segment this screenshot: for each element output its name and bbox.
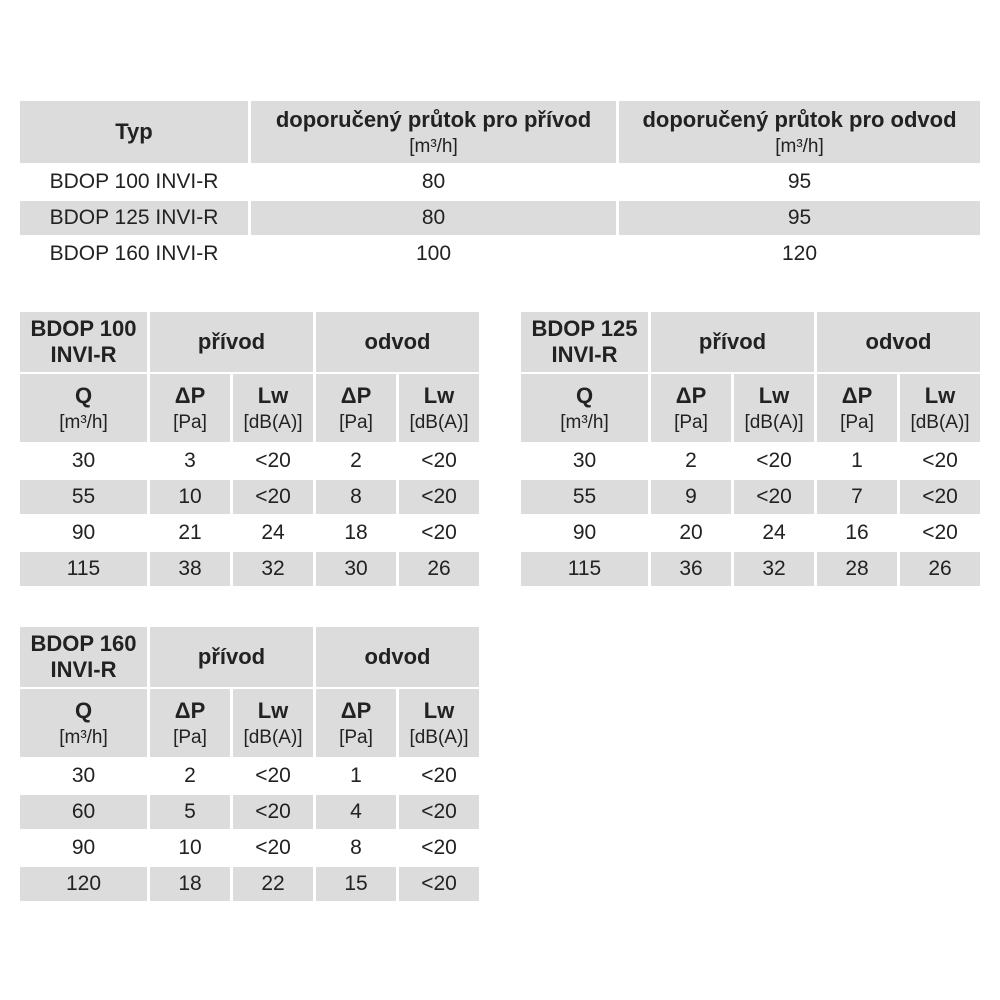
dp-supply-cell: 36 xyxy=(651,552,731,586)
dp-exhaust-cell: 28 xyxy=(817,552,897,586)
lw-supply-cell: <20 xyxy=(255,764,291,787)
table-title-line1: BDOP 100 xyxy=(30,316,137,341)
q-label: Q xyxy=(575,382,594,408)
dp-exhaust-cell: 16 xyxy=(845,521,869,544)
table-row xyxy=(20,201,980,235)
dp-label: ΔP xyxy=(340,697,372,723)
lw-supply-header xyxy=(734,374,814,442)
q-header xyxy=(20,374,147,442)
bdop-160-table xyxy=(17,625,482,903)
dp-label: ΔP xyxy=(841,382,873,408)
supply-group-header: přívod xyxy=(150,312,313,372)
dp-supply-header xyxy=(150,374,230,442)
dp-supply-cell: 10 xyxy=(150,480,230,514)
bdop-125-table xyxy=(518,310,983,588)
dp-unit: [Pa] xyxy=(674,411,708,433)
q-cell: 60 xyxy=(20,795,147,829)
table-row xyxy=(20,516,479,550)
table-header-row xyxy=(20,312,479,372)
q-cell: 120 xyxy=(20,867,147,901)
lw-exhaust-cell: 26 xyxy=(900,552,980,586)
summary-type-cell: BDOP 160 INVI-R xyxy=(49,242,219,265)
table-row xyxy=(521,444,980,478)
q-header xyxy=(20,689,147,757)
q-label: Q xyxy=(74,697,93,723)
dp-supply-cell: 2 xyxy=(685,449,697,472)
q-cell: 90 xyxy=(71,521,96,544)
dp-unit: [Pa] xyxy=(339,726,373,748)
q-label: Q xyxy=(74,382,93,408)
recommended-flow-table xyxy=(17,99,983,273)
summary-col-exhaust-unit: [m³/h] xyxy=(775,135,824,157)
dp-exhaust-header xyxy=(316,689,396,757)
lw-unit: [dB(A)] xyxy=(409,411,469,433)
lw-unit: [dB(A)] xyxy=(243,411,303,433)
q-unit: [m³/h] xyxy=(560,411,609,433)
table-row xyxy=(20,795,479,829)
table-row xyxy=(521,552,980,586)
summary-col-type-label: Typ xyxy=(115,119,153,144)
summary-type-cell: BDOP 100 INVI-R xyxy=(49,170,219,193)
dp-exhaust-cell: 30 xyxy=(316,552,396,586)
q-cell: 55 xyxy=(20,480,147,514)
dp-supply-cell: 18 xyxy=(150,867,230,901)
dp-supply-cell: 10 xyxy=(178,836,202,859)
lw-label: Lw xyxy=(423,382,455,408)
lw-exhaust-cell: <20 xyxy=(922,521,958,544)
lw-exhaust-cell: <20 xyxy=(399,480,479,514)
exhaust-group-header: odvod xyxy=(817,312,980,372)
table-header-row xyxy=(521,312,980,372)
exhaust-group-header: odvod xyxy=(316,627,479,687)
dp-exhaust-cell: 4 xyxy=(316,795,396,829)
dp-supply-cell: 5 xyxy=(150,795,230,829)
summary-col-supply-label: doporučený průtok pro přívod xyxy=(275,106,592,132)
table-row xyxy=(20,552,479,586)
table-title-line2: INVI-R xyxy=(50,657,117,682)
lw-unit: [dB(A)] xyxy=(243,726,303,748)
summary-supply-cell: 80 xyxy=(421,170,446,193)
dp-unit: [Pa] xyxy=(339,411,373,433)
summary-type-cell: BDOP 125 INVI-R xyxy=(20,201,248,235)
dp-exhaust-cell: 18 xyxy=(344,521,368,544)
table-row xyxy=(521,480,980,514)
lw-exhaust-cell: <20 xyxy=(399,795,479,829)
dp-exhaust-cell: 8 xyxy=(316,480,396,514)
dp-exhaust-cell: 8 xyxy=(350,836,362,859)
lw-exhaust-cell: <20 xyxy=(399,867,479,901)
summary-col-type xyxy=(20,101,248,163)
lw-supply-cell: <20 xyxy=(734,480,814,514)
summary-exhaust-cell: 120 xyxy=(781,242,818,265)
bdop-100-table xyxy=(17,310,482,588)
lw-supply-cell: <20 xyxy=(255,836,291,859)
table-title xyxy=(20,627,147,687)
lw-label: Lw xyxy=(257,697,289,723)
table-row xyxy=(20,831,479,865)
dp-supply-cell: 3 xyxy=(184,449,196,472)
table-title-line1: BDOP 125 xyxy=(531,316,638,341)
lw-exhaust-header xyxy=(399,689,479,757)
dp-exhaust-cell: 1 xyxy=(350,764,362,787)
dp-supply-cell: 21 xyxy=(178,521,202,544)
summary-col-supply-unit: [m³/h] xyxy=(409,135,458,157)
lw-unit: [dB(A)] xyxy=(409,726,469,748)
table-row xyxy=(20,444,479,478)
q-cell: 55 xyxy=(521,480,648,514)
supply-group-header: přívod xyxy=(651,312,814,372)
dp-label: ΔP xyxy=(174,382,206,408)
q-cell: 115 xyxy=(521,552,648,586)
summary-supply-cell: 80 xyxy=(251,201,616,235)
table-title-line2: INVI-R xyxy=(50,342,117,367)
summary-supply-cell: 100 xyxy=(415,242,452,265)
table-title xyxy=(521,312,648,372)
lw-exhaust-cell: <20 xyxy=(922,449,958,472)
dp-exhaust-cell: 2 xyxy=(350,449,362,472)
dp-exhaust-cell: 15 xyxy=(316,867,396,901)
exhaust-group-header: odvod xyxy=(316,312,479,372)
lw-exhaust-cell: <20 xyxy=(421,449,457,472)
q-cell: 90 xyxy=(71,836,96,859)
q-cell: 90 xyxy=(572,521,597,544)
lw-exhaust-cell: <20 xyxy=(421,521,457,544)
q-header xyxy=(521,374,648,442)
lw-supply-cell: <20 xyxy=(756,449,792,472)
q-unit: [m³/h] xyxy=(59,726,108,748)
lw-supply-header xyxy=(233,689,313,757)
table-title-line1: BDOP 160 xyxy=(30,631,137,656)
lw-exhaust-header xyxy=(399,374,479,442)
dp-supply-cell: 38 xyxy=(150,552,230,586)
lw-label: Lw xyxy=(423,697,455,723)
lw-exhaust-header xyxy=(900,374,980,442)
table-subheader-row xyxy=(20,374,479,442)
summary-col-exhaust-label: doporučený průtok pro odvod xyxy=(642,106,957,132)
lw-supply-cell: 32 xyxy=(233,552,313,586)
table-row xyxy=(20,867,479,901)
dp-unit: [Pa] xyxy=(173,411,207,433)
lw-label: Lw xyxy=(758,382,790,408)
summary-col-supply xyxy=(251,101,616,163)
dp-unit: [Pa] xyxy=(173,726,207,748)
table-row xyxy=(20,165,980,199)
dp-supply-cell: 20 xyxy=(679,521,703,544)
summary-exhaust-cell: 95 xyxy=(787,170,812,193)
lw-label: Lw xyxy=(924,382,956,408)
supply-group-header: přívod xyxy=(150,627,313,687)
lw-supply-header xyxy=(233,374,313,442)
q-cell: 115 xyxy=(20,552,147,586)
summary-exhaust-cell: 95 xyxy=(619,201,980,235)
table-row xyxy=(20,237,980,271)
table-subheader-row xyxy=(20,689,479,757)
lw-exhaust-cell: <20 xyxy=(421,764,457,787)
dp-supply-header xyxy=(651,374,731,442)
lw-supply-cell: 24 xyxy=(762,521,786,544)
lw-label: Lw xyxy=(257,382,289,408)
lw-unit: [dB(A)] xyxy=(910,411,970,433)
lw-supply-cell: <20 xyxy=(233,480,313,514)
dp-unit: [Pa] xyxy=(840,411,874,433)
dp-label: ΔP xyxy=(340,382,372,408)
table-row xyxy=(521,516,980,550)
table-title-line2: INVI-R xyxy=(551,342,618,367)
table-row xyxy=(20,759,479,793)
table-subheader-row xyxy=(521,374,980,442)
lw-exhaust-cell: <20 xyxy=(900,480,980,514)
dp-label: ΔP xyxy=(174,697,206,723)
summary-header-row xyxy=(20,101,980,163)
lw-supply-cell: 22 xyxy=(233,867,313,901)
lw-supply-cell: <20 xyxy=(233,795,313,829)
dp-exhaust-cell: 7 xyxy=(817,480,897,514)
dp-supply-header xyxy=(150,689,230,757)
table-title xyxy=(20,312,147,372)
dp-exhaust-cell: 1 xyxy=(851,449,863,472)
q-unit: [m³/h] xyxy=(59,411,108,433)
summary-col-exhaust xyxy=(619,101,980,163)
dp-supply-cell: 9 xyxy=(651,480,731,514)
lw-supply-cell: <20 xyxy=(255,449,291,472)
dp-label: ΔP xyxy=(675,382,707,408)
table-row xyxy=(20,480,479,514)
lw-exhaust-cell: <20 xyxy=(421,836,457,859)
q-cell: 30 xyxy=(71,764,96,787)
lw-supply-cell: 32 xyxy=(734,552,814,586)
lw-exhaust-cell: 26 xyxy=(399,552,479,586)
dp-supply-cell: 2 xyxy=(184,764,196,787)
dp-exhaust-header xyxy=(316,374,396,442)
q-cell: 30 xyxy=(572,449,597,472)
q-cell: 30 xyxy=(71,449,96,472)
lw-unit: [dB(A)] xyxy=(744,411,804,433)
table-header-row xyxy=(20,627,479,687)
dp-exhaust-header xyxy=(817,374,897,442)
lw-supply-cell: 24 xyxy=(261,521,285,544)
